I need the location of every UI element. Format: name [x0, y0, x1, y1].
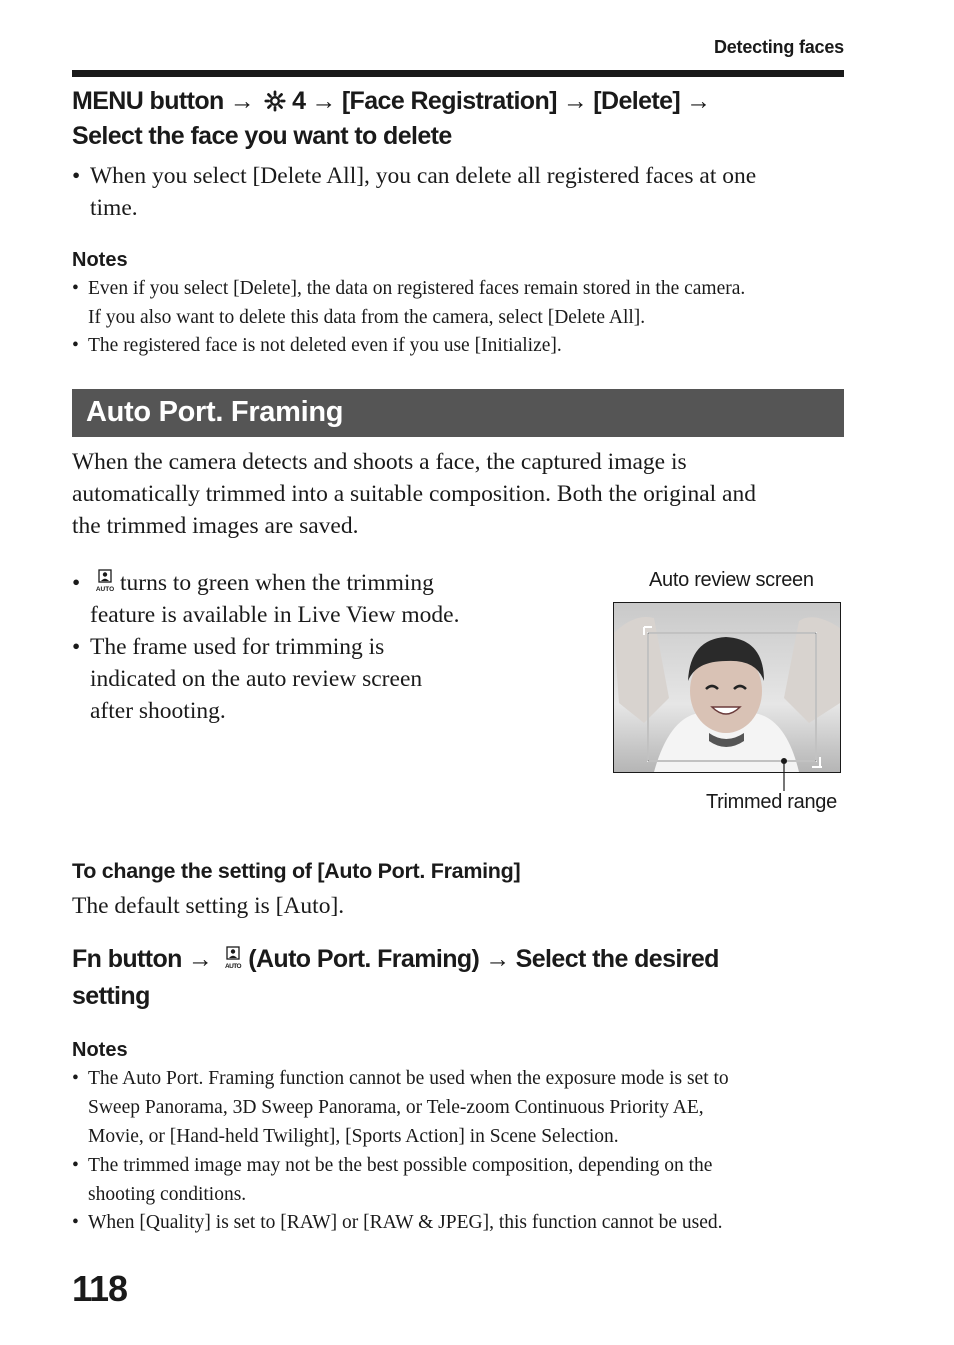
bullet-green-icon: • AUTO turns to green when the trimming feature is available in Live View mode. — [72, 567, 592, 631]
bullet-trim-frame: • The frame used for trimming is indicated on the auto review screen after shooting. — [72, 631, 592, 727]
running-head: Detecting faces — [713, 37, 844, 57]
bullet-text: indicated on the auto review screen — [90, 666, 423, 692]
bullet-delete-all-line-1: When you select [Delete All], you can delete all registered faces at one — [90, 163, 757, 189]
bullet-delete-all: • When you select [Delete All], you can delete all registered faces at one time. — [72, 160, 852, 224]
svg-text:AUTO: AUTO — [96, 586, 114, 593]
intro-paragraph — [72, 446, 756, 542]
note-2-item-1: • The Auto Port. Framing function cannot be used when the exposure mode is set to Sweep Panorama, 3D Sweep Panorama, or Tele-zoom Continuous Priority AE, Movie, or [Hand-held Twilight], [Sports Action] in Scene Selection. — [72, 1064, 852, 1151]
proc1-tab-number: 4 — [292, 87, 306, 115]
intro-line: the trimmed images are saved. — [72, 513, 359, 539]
proc1-face-registration: [Face Registration] — [341, 87, 557, 115]
bullet-text: The frame used for trimming is — [90, 634, 385, 660]
note-2-item-3: • When [Quality] is set to [RAW] or [RAW & JPEG], this function cannot be used. — [72, 1208, 852, 1237]
note-1-item-1: • Even if you select [Delete], the data on registered faces remain stored in the camera. If you also want to delete this data from the camera, select [Delete All]. — [72, 274, 852, 332]
auto-portrait-framing-icon — [224, 946, 242, 970]
default-setting-text: The default setting is [Auto]. — [72, 893, 345, 919]
note-2-item-2: • The trimmed image may not be the best possible composition, depending on the shooting conditions. — [72, 1151, 852, 1209]
child-photo — [614, 603, 840, 772]
change-setting-heading: To change the setting of [Auto Port. Framing] — [72, 859, 521, 883]
bullet-text: after shooting. — [90, 698, 226, 724]
arrow-icon: → — [187, 945, 213, 973]
trimmed-range-callout-line — [770, 755, 800, 795]
procedure-2-line-1 — [72, 942, 719, 977]
proc1-menu-button: MENU button — [72, 87, 224, 115]
intro-line: automatically trimmed into a suitable composition. Both the original and — [72, 481, 756, 507]
note-text: shooting conditions. — [88, 1184, 247, 1205]
bullet-text: feature is available in Live View mode. — [90, 602, 460, 628]
intro-line: When the camera detects and shoots a face, the captured image is — [72, 449, 687, 475]
note-text: Even if you select [Delete], the data on registered faces remain stored in the camera. — [88, 278, 746, 299]
notes-heading-2: Notes — [72, 1039, 128, 1061]
arrow-icon: → — [485, 945, 510, 973]
note-1-item-2: • The registered face is not deleted even if you use [Initialize]. — [72, 331, 852, 360]
note-text: The registered face is not deleted even if you use [Initialize]. — [88, 335, 562, 356]
gear-icon — [264, 90, 286, 112]
trimmed-range-label: Trimmed range — [706, 791, 837, 813]
arrow-icon: → — [686, 87, 711, 115]
note-text: The trimmed image may not be the best possible composition, depending on the — [88, 1155, 713, 1176]
svg-text:AUTO: AUTO — [225, 963, 242, 970]
section-header-bar — [72, 389, 844, 437]
auto-review-screen-image — [613, 602, 841, 773]
proc2-select-desired: Select the desired — [515, 945, 719, 973]
note-text: When [Quality] is set to [RAW] or [RAW & JPEG], this function cannot be used. — [88, 1212, 723, 1233]
arrow-icon: → — [229, 87, 255, 115]
procedure-1-line-1 — [72, 84, 717, 119]
figure-caption: Auto review screen — [649, 569, 814, 591]
proc1-delete: [Delete] — [593, 87, 681, 115]
arrow-icon: → — [311, 87, 336, 115]
note-text: If you also want to delete this data from the camera, select [Delete All]. — [88, 307, 646, 328]
top-rule — [72, 70, 844, 77]
procedure-2-line-2: setting — [72, 982, 150, 1010]
bullet-text: turns to green when the trimming — [120, 570, 434, 596]
proc2-fn-button: Fn button — [72, 945, 182, 973]
page-number: 118 — [72, 1268, 128, 1309]
section-title: Auto Port. Framing — [86, 396, 344, 428]
bullet-delete-all-line-2: time. — [90, 195, 138, 221]
auto-portrait-framing-icon — [96, 569, 114, 593]
arrow-icon: → — [562, 87, 588, 115]
procedure-1-line-2: Select the face you want to delete — [72, 122, 452, 150]
note-text: Movie, or [Hand-held Twilight], [Sports Action] in Scene Selection. — [88, 1126, 619, 1147]
note-text: The Auto Port. Framing function cannot be used when the exposure mode is set to — [88, 1068, 729, 1089]
proc2-auto-port-framing: (Auto Port. Framing) — [248, 945, 480, 973]
note-text: Sweep Panorama, 3D Sweep Panorama, or Tele-zoom Continuous Priority AE, — [88, 1097, 704, 1118]
notes-heading-1: Notes — [72, 249, 128, 271]
